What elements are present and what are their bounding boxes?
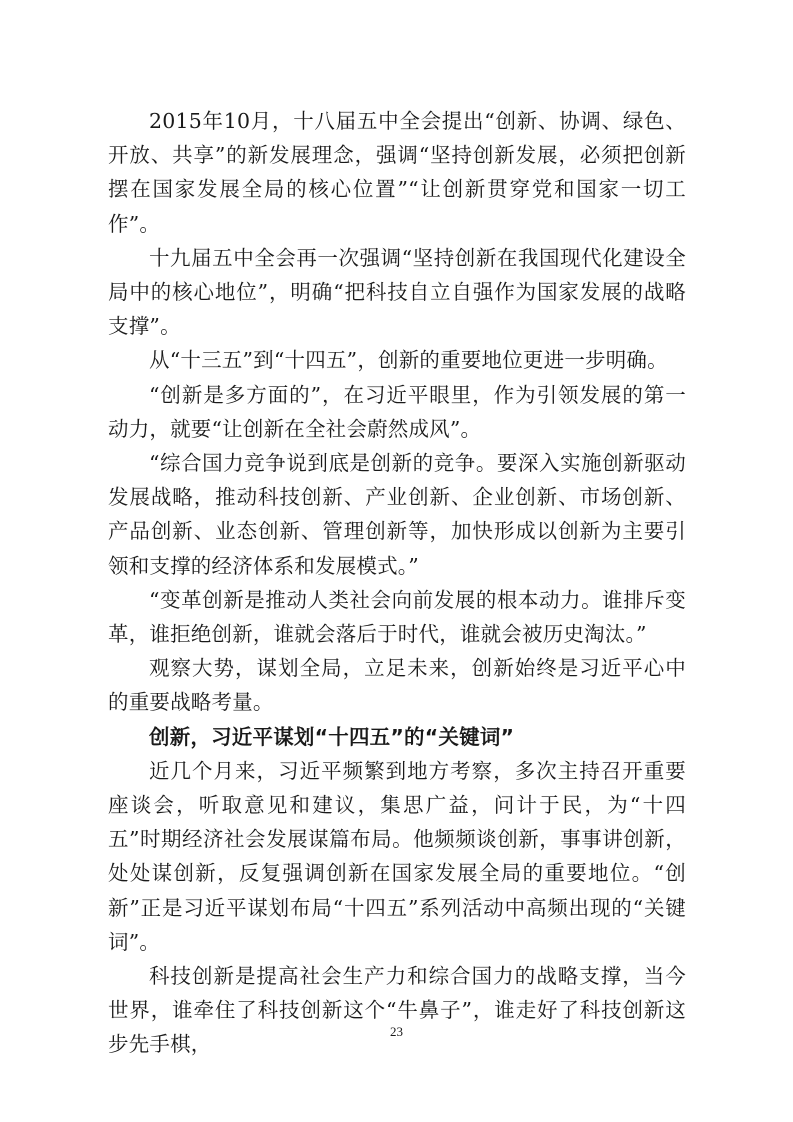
document-body (108, 104, 686, 1062)
paragraph-8: 近几个月来，习近平频繁到地方考察，多次主持召开重要座谈会，听取意见和建议，集思广益，问计于民，为“十四五”时期经济社会发展谋篇布局。他频频谈创新，事事讲创新，处处谋创新，反复强调创新在国家发展全局的重要地位。“创新”正是习近平谋划布局“十四五”系列活动中高频出现的“关键词”。 (108, 758, 686, 954)
paragraph-9: 科技创新是提高社会生产力和综合国力的战略支撑，当今世界，谁牵住了科技创新这个“牛鼻子”，谁走好了科技创新这步先手棋， (108, 964, 686, 1057)
paragraph-3: 从“十三五”到“十四五”，创新的重要地位更进一步明确。 (149, 348, 668, 373)
paragraph-1: 2015年10月，十八届五中全会提出“创新、协调、绿色、开放、共享”的新发展理念，强调“坚持创新发展，必须把创新摆在国家发展全局的核心位置”“让创新贯穿党和国家一切工作”。 (108, 109, 686, 236)
paragraph-5: “综合国力竞争说到底是创新的竞争。要深入实施创新驱动发展战略，推动科技创新、产业创新、企业创新、市场创新、产品创新、业态创新、管理创新等，加快形成以创新为主要引领和支撑的经济体系和发展模式。” (108, 451, 686, 578)
paragraph-4: “创新是多方面的”，在习近平眼里，作为引领发展的第一动力，就要“让创新在全社会蔚然成风”。 (108, 382, 686, 441)
paragraph-2: 十九届五中全会再一次强调“坚持创新在我国现代化建设全局中的核心地位”，明确“把科技自立自强作为国家发展的战略支撑”。 (108, 245, 686, 339)
section-heading: 创新，习近平谋划“十四五”的“关键词” (149, 724, 515, 749)
paragraph-7: 观察大势，谋划全局，立足未来，创新始终是习近平心中的重要战略考量。 (108, 656, 686, 715)
paragraph-6: “变革创新是推动人类社会向前发展的根本动力。谁排斥变革，谁拒绝创新，谁就会落后于时代，谁就会被历史淘汰。” (108, 587, 686, 647)
page-number: 23 (390, 1024, 403, 1039)
